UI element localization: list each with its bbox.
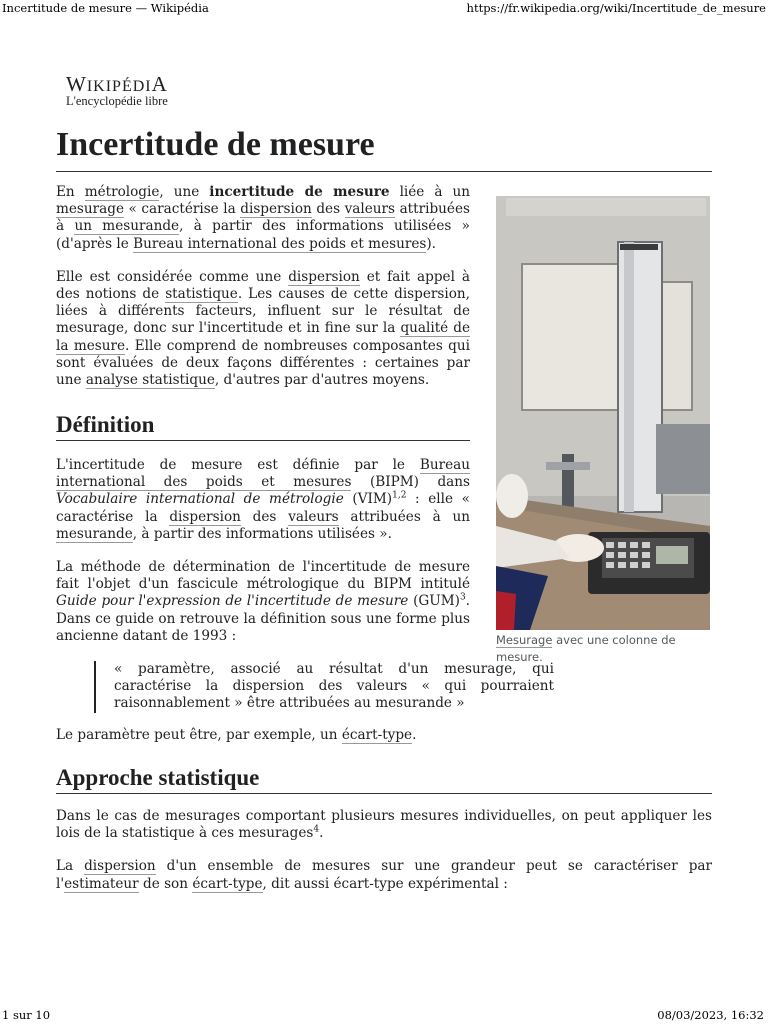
link-mesurande[interactable]: un mesurande xyxy=(74,218,180,235)
statistique-section xyxy=(56,808,712,909)
link-qualite-mesure[interactable]: qualité de la mesure xyxy=(56,320,470,354)
definition-paragraph-2: La méthode de détermination de l'incertitude de mesure fait l'objet d'un fascicule métrologique du BIPM intitulé Guide pour l'expression de l'incertitude de mesure (GUM)$^3$. Dans ce guide on retrouve la définition sous une forme plus ancienne datant de 1993 : xyxy=(56,559,470,644)
definition-section xyxy=(56,457,554,760)
intro-paragraph-1: En métrologie, une incertitude de mesure liée à un mesurage « caractérise la dispersion des valeurs attribuées à un mesurande, à partir des informations utilisées » (d'après le Bureau international des poids et mesures). xyxy=(56,184,471,252)
link-estimateur[interactable]: estimateur xyxy=(64,875,139,892)
statistique-paragraph-2: La dispersion d'un ensemble de mesures sur une grandeur peut se caractériser par l'estimateur de son écart-type, dit aussi écart-type expérimental : xyxy=(56,858,713,892)
wikipedia-logo[interactable] xyxy=(66,72,168,109)
page-title: Incertitude de mesure xyxy=(56,122,712,172)
wikipedia-tagline: L'encyclopédie libre xyxy=(66,94,168,108)
link-dispersion[interactable]: dispersion xyxy=(169,508,241,525)
link-valeurs[interactable]: valeurs xyxy=(288,508,339,525)
wikipedia-wordmark: WIKIPÉDIA xyxy=(66,72,168,96)
section-heading-approche-statistique: Approche statistique xyxy=(56,765,712,794)
print-page-number: 1 sur 10 xyxy=(2,1008,51,1022)
link-dispersion[interactable]: dispersion xyxy=(84,858,156,875)
link-statistique[interactable]: statistique xyxy=(165,286,238,303)
print-header xyxy=(0,0,768,16)
link-analyse-statistique[interactable]: analyse statistique xyxy=(85,372,215,389)
link-bipm[interactable]: Bureau international des poids et mesures xyxy=(56,457,470,491)
print-page-title: Incertitude de mesure — Wikipédia xyxy=(2,1,209,15)
figure-mesurage xyxy=(496,196,710,666)
footnote-ref[interactable]: 3 xyxy=(459,592,466,603)
definition-paragraph-3: Le paramètre peut être, par exemple, un écart-type. xyxy=(56,726,417,743)
link-valeurs[interactable]: valeurs xyxy=(344,201,396,218)
link-dispersion[interactable]: dispersion xyxy=(288,268,360,285)
footnote-ref[interactable]: 1,2 xyxy=(392,490,407,501)
print-footer xyxy=(0,1008,768,1024)
link-metrologie[interactable]: métrologie xyxy=(84,184,160,200)
link-mesurage[interactable]: mesurage xyxy=(56,201,125,218)
intro-paragraph-2: Elle est considérée comme une dispersion et fait appel à des notions de statistique. Les causes de cette dispersion, liées à différents facteurs, influent sur le résultat de mesurage, donc sur l'incertitude et in fine sur la qualité de la mesure. Elle comprend de nombreuses composantes qui sont évaluées de deux façons différentes : certaines par une analyse statistique, d'autres par d'autres moyens. xyxy=(56,268,470,389)
footnote-ref[interactable]: 4 xyxy=(313,824,320,835)
link-dispersion[interactable]: dispersion xyxy=(240,201,312,218)
intro-section xyxy=(56,184,470,405)
definition-paragraph-1: L'incertitude de mesure est définie par le Bureau international des poids et mesures (BIPM) dans Vocabulaire international de métrologie (VIM)$^{1,2}$ : elle « caractérise la dispersion des valeurs attribuées à un mesurande, à partir des informations utilisées ». xyxy=(56,457,470,542)
print-url: https://fr.wikipedia.org/wiki/Incertitude_de_mesure xyxy=(466,1,766,15)
section-heading-definition: Définition xyxy=(56,412,470,441)
link-mesurage[interactable]: Mesurage xyxy=(496,633,553,647)
measurement-column-photo[interactable] xyxy=(496,196,710,630)
definition-quote: « paramètre, associé au résultat d'un mesurage, qui caractérise la dispersion des valeurs « qui pourraient raisonnablement » être attribuées au mesurande » xyxy=(94,661,554,713)
link-ecart-type[interactable]: écart-type xyxy=(192,875,263,892)
figure-caption: Mesurage avec une colonne de mesure. xyxy=(496,633,676,664)
link-ecart-type[interactable]: écart-type xyxy=(341,726,413,743)
statistique-paragraph-1: Dans le cas de mesurages comportant plusieurs mesures individuelles, on peut appliquer les lois de la statistique à ces mesurages$^4$. xyxy=(56,808,712,842)
link-mesurande[interactable]: mesurande xyxy=(56,525,133,542)
print-datetime: 08/03/2023, 16:32 xyxy=(657,1008,764,1022)
link-bipm[interactable]: Bureau international des poids et mesures xyxy=(133,235,427,252)
